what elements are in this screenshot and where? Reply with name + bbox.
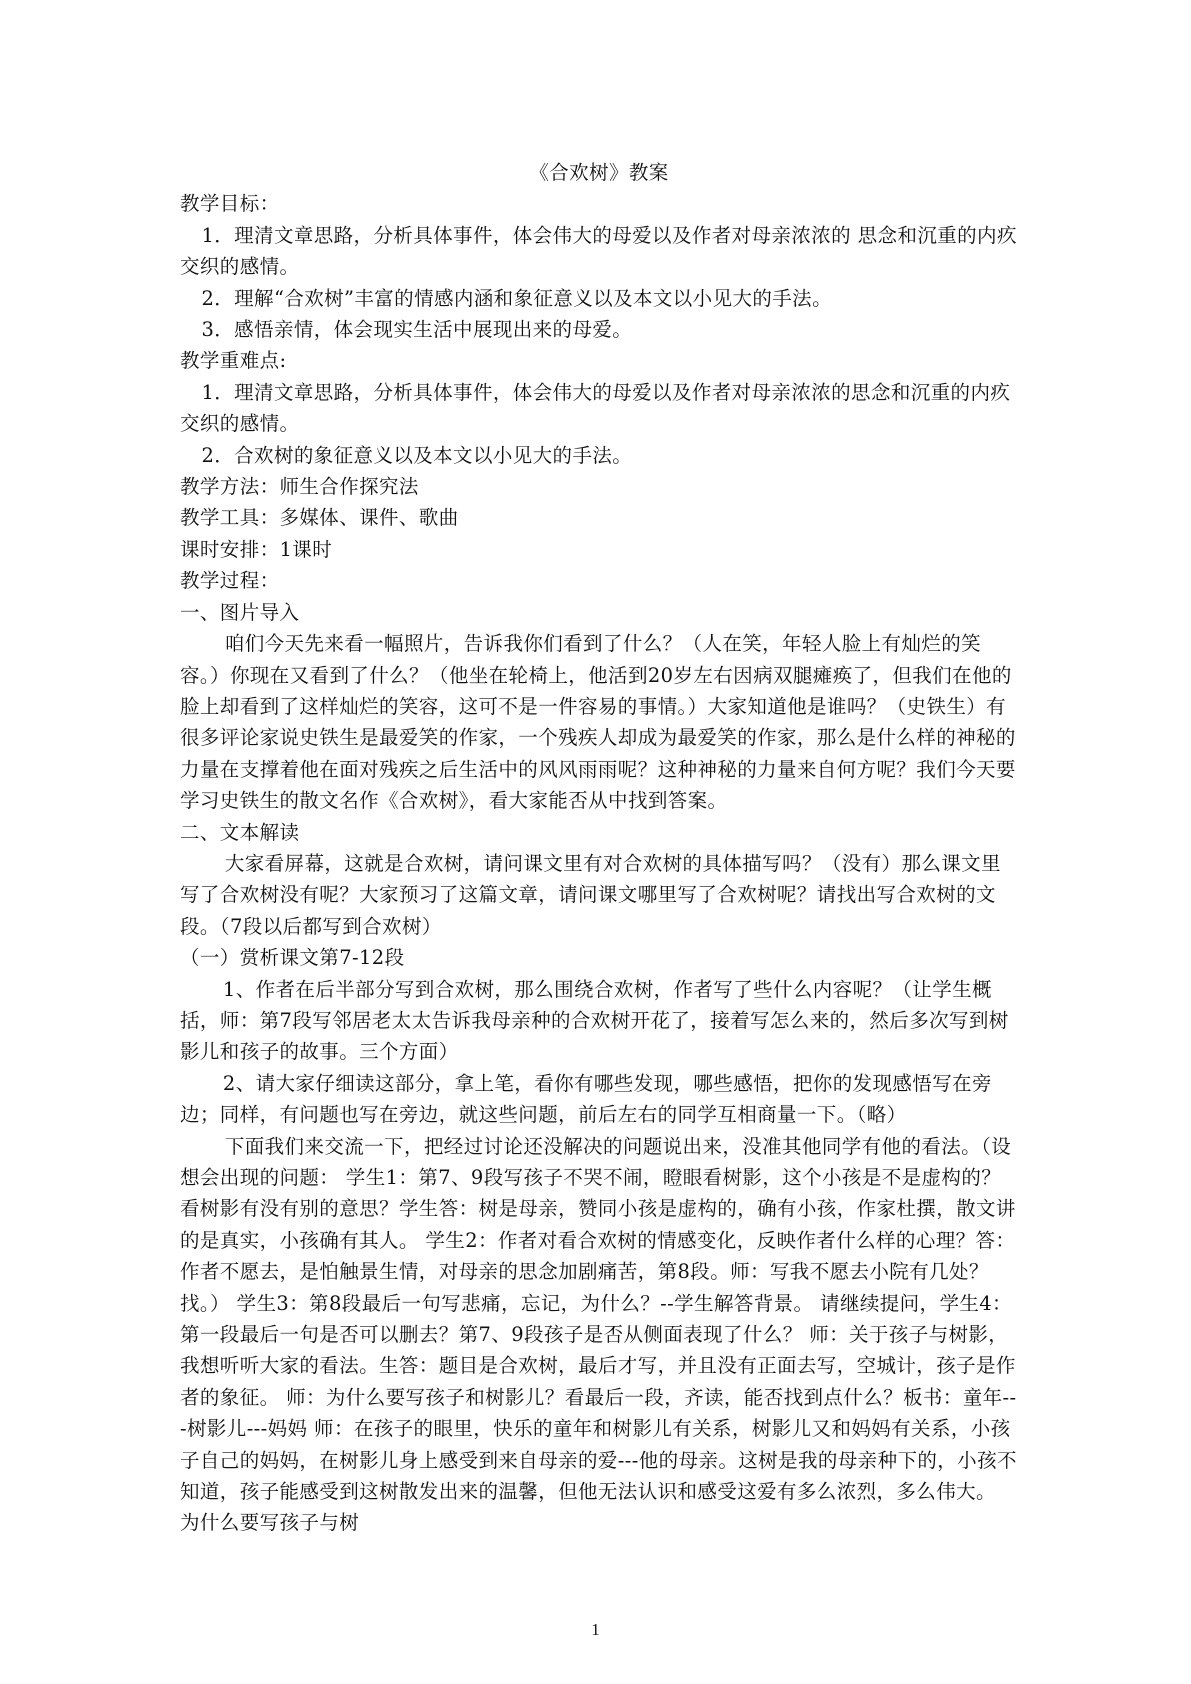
key-points-heading: 教学重难点: <box>180 349 287 373</box>
part1-heading: 一、图片导入 <box>180 600 300 624</box>
part2-heading: 二、文本解读 <box>180 820 300 844</box>
process-heading: 教学过程： <box>180 569 280 593</box>
objective-item: 1．理清文章思路，分析具体事件，体会伟大的母爱以及作者对母亲浓浓的 思念和沉重的内疚交织的感情。 <box>180 223 1017 279</box>
document-title: 《合欢树》教案 <box>529 161 669 184</box>
question-paragraph-1: 1、作者在后半部分写到合欢树，那么围绕合欢树，作者写了些什么内容呢？（让学生概括，师：第7段写邻居老太太告诉我母亲种的合欢树开花了，接着写怎么来的，然后多次写到树影儿和孩子的故事。三个方面） <box>180 977 1009 1064</box>
discussion-paragraph: 下面我们来交流一下，把经过讨论还没解决的问题说出来，没准其他同学有他的看法。（设想会出现的问题： 学生1：第7、9段写孩子不哭不闹，瞪眼看树影，这个小孩是不是虚构的？看树影有没有别的意思？学生答：树是母亲，赞同小孩是虚构的，确有小孩，作家杜撰，散文讲的是真实，小孩确有其人。 学生2：作者对看合欢树的情感变化，反映作者什么样的心理？答：作者不愿去，是怕触景生情，对母亲的思念加剧痛苦，第8段。师：写我不愿去小院有几处？找。） 学生3：第8段最后一句写悲痛，忘记，为什么？--学生解答背景。 请继续提问，学生4：第一段最后一句是否可以删去？第7、9段孩子是否从侧面表现了什么？ 师：关于孩子与树影，我想听听大家的看法。生答：题目是合欢树，最后才写，并且没有正面去写，空城计，孩子是作者的象征。 师：为什么要写孩子和树影儿？看最后一段，齐读，能否找到点什么？板书：童年---树影儿---妈妈 师：在孩子的眼里，快乐的童年和树影儿有关系，树影儿又和妈妈有关系，小孩子自己的妈妈，在树影儿身上感受到来自母亲的爱---他的母亲。这树是我的母亲种下的，小孩不知道，孩子能感受到这树散发出来的温馨，但他无法认识和感受这爱有多么浓烈，多么伟大。 为什么要写孩子与树 <box>180 1134 1017 1535</box>
objective-item: 2．理解“合欢树”丰富的情感内涵和象征意义以及本文以小见大的手法。 <box>201 286 832 310</box>
page-number: 1 <box>591 1620 600 1639</box>
key-point-item: 2．合欢树的象征意义以及本文以小见大的手法。 <box>201 443 633 467</box>
teaching-tools: 教学工具：多媒体、课件、歌曲 <box>180 506 459 530</box>
question-paragraph-2: 2、请大家仔细读这部分，拿上笔，看你有哪些发现，哪些感悟，把你的发现感悟写在旁边；同样，有问题也写在旁边，就这些问题，前后左右的同学互相商量一下。（略） <box>180 1071 992 1127</box>
objective-item: 3．感悟亲情，体会现实生活中展现出来的母爱。 <box>201 318 633 342</box>
part1-paragraph: 咱们今天先来看一幅照片，告诉我你们看到了什么？（人在笑，年轻人脸上有灿烂的笑容。）你现在又看到了什么？（他坐在轮椅上，他活到20岁左右因病双腿瘫痪了，但我们在他的脸上却看到了这样灿烂的笑容，这可不是一件容易的事情。）大家知道他是谁吗？（史铁生）有很多评论家说史铁生是最爱笑的作家，一个残疾人却成为最爱笑的作家，那么是什么样的神秘的力量在支撑着他在面对残疾之后生活中的风风雨雨呢？这种神秘的力量来自何方呢？我们今天要学习史铁生的散文名作《合欢树》，看大家能否从中找到答案。 <box>180 632 1016 813</box>
part2-paragraph: 大家看屏幕，这就是合欢树，请问课文里有对合欢树的具体描写吗？（没有）那么课文里写了合欢树没有呢？大家预习了这篇文章，请问课文哪里写了合欢树呢？请找出写合欢树的文段。（7段以后都写到合欢树） <box>180 851 1001 938</box>
subsection1-heading: （一）赏析课文第7-12段 <box>180 946 405 970</box>
document-body <box>180 157 1018 1539</box>
objectives-heading: 教学目标： <box>180 192 280 216</box>
class-schedule: 课时安排：1课时 <box>180 537 333 561</box>
key-point-item: 1．理清文章思路，分析具体事件，体会伟大的母爱以及作者对母亲浓浓的思念和沉重的内疚交织的感情。 <box>180 380 1011 436</box>
teaching-method: 教学方法：师生合作探究法 <box>180 475 419 499</box>
